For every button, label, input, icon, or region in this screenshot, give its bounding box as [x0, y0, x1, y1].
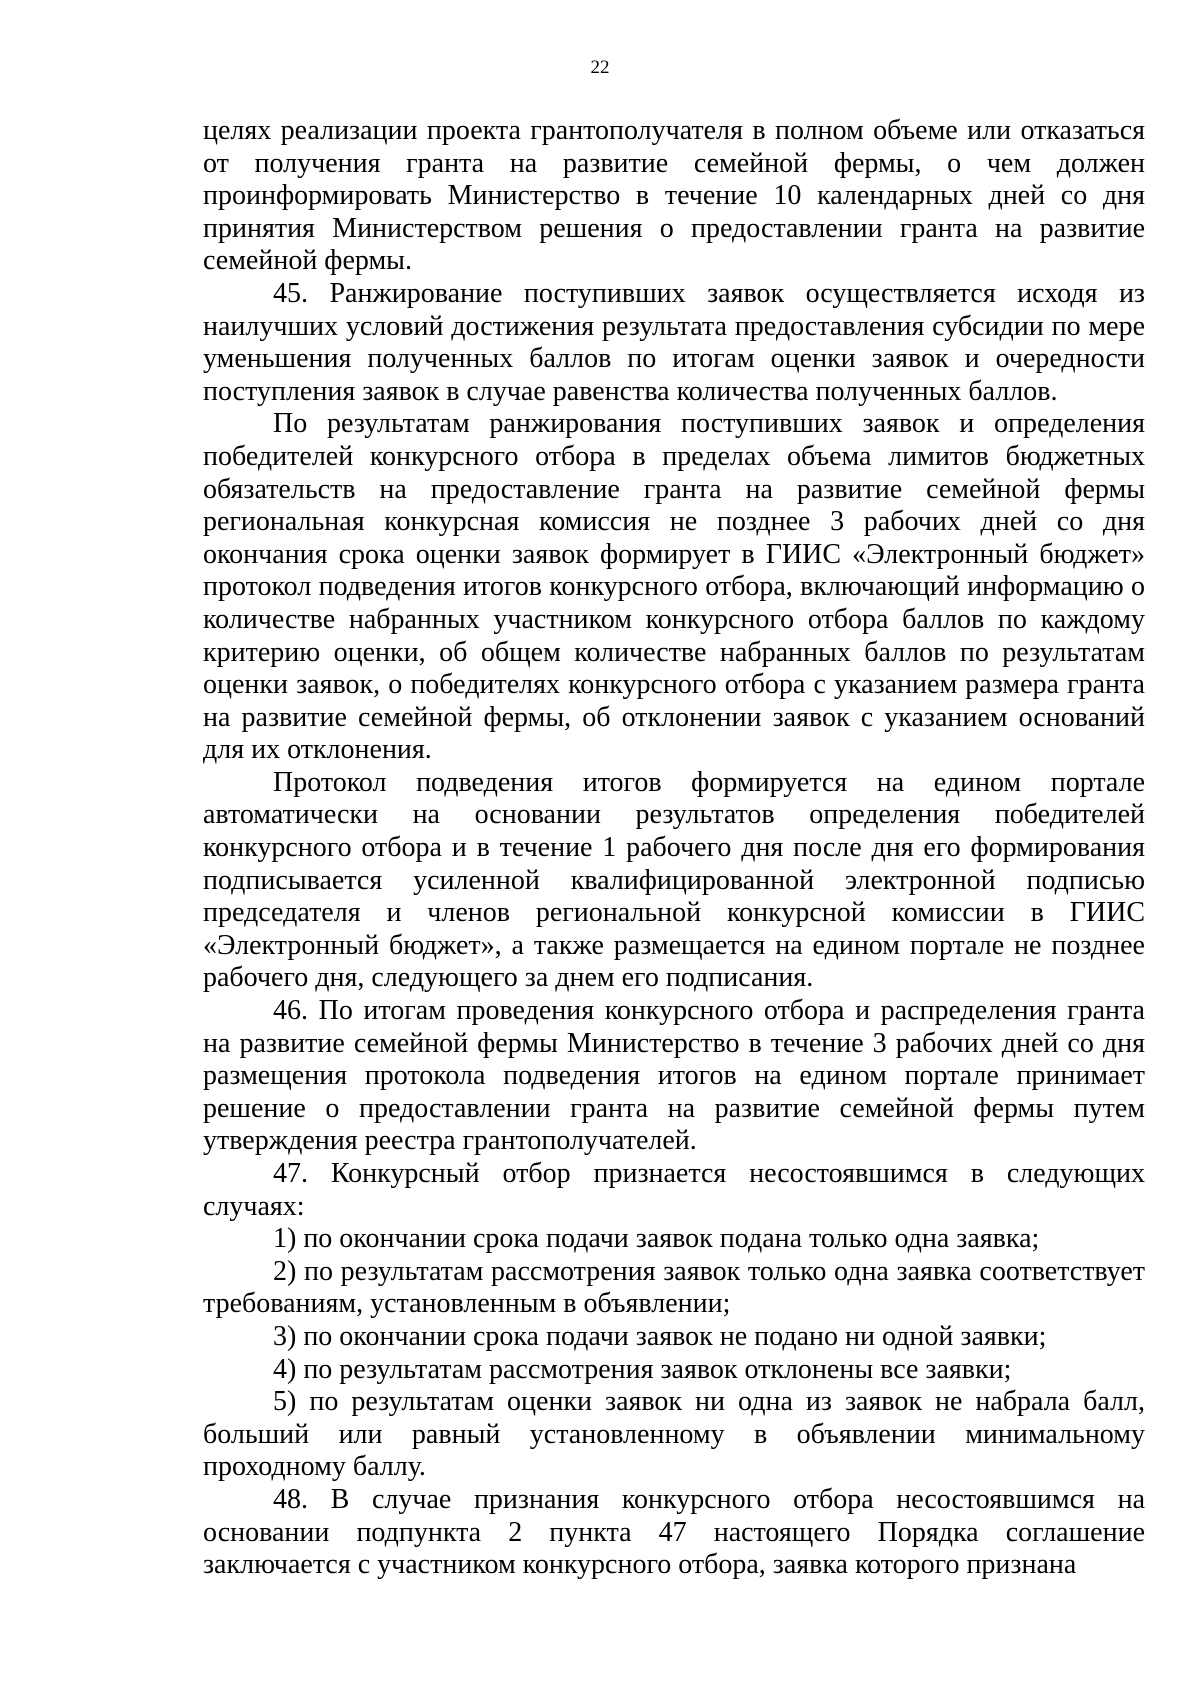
paragraph-protocol: Протокол подведения итогов формируется на едином портале автоматически на основании результатов определения победителей конкурсного отбора и в течение 1 рабочего дня после дня его формирования подписывается усиленной квалифицированной электронной подписью председателя и членов региональной конкурсной комиссии в ГИИС «Электронный бюджет», а также размещается на едином портале не позднее рабочего дня, следующего за днем его подписания.	[203, 766, 1145, 994]
paragraph-ranking-results: По результатам ранжирования поступивших заявок и определения победителей конкурсного отбора в пределах объема лимитов бюджетных обязательств на предоставление гранта на развитие семейной фермы региональная конкурсная комиссия не позднее 3 рабочих дней со дня окончания срока оценки заявок формирует в ГИИС «Электронный бюджет» протокол подведения итогов конкурсного отбора, включающий информацию о количестве набранных участником конкурсного отбора баллов по каждому критерию оценки, об общем количестве набранных баллов по результатам оценки заявок, о победителях конкурсного отбора с указанием размера гранта на развитие семейной фермы, об отклонении заявок с указанием оснований для их отклонения.	[203, 408, 1145, 766]
list-item-47-4: 4) по результатам рассмотрения заявок отклонены все заявки;	[273, 1353, 1012, 1385]
list-item-47-1: 1) по окончании срока подачи заявок подана только одна заявка;	[273, 1223, 1040, 1255]
list-item-47-5: 5) по результатам оценки заявок ни одна из заявок не набрала балл, больший или равный установленному в объявлении минимальному проходному баллу.	[203, 1386, 1145, 1483]
paragraph-48: 48. В случае признания конкурсного отбора несостоявшимся на основании подпункта 2 пункта 47 настоящего Порядка соглашение заключается с участником конкурсного отбора, заявка которого признана	[203, 1483, 1145, 1581]
page-number: 22	[590, 57, 610, 78]
list-item-47-3: 3) по окончании срока подачи заявок не подано ни одной заявки;	[273, 1320, 1047, 1352]
document-body	[203, 115, 1145, 1582]
paragraph-47: 47. Конкурсный отбор признается несостоявшимся в следующих случаях:	[203, 1158, 1145, 1222]
paragraph-45: 45. Ранжирование поступивших заявок осуществляется исходя из наилучших условий достижения результата предоставления субсидии по мере уменьшения полученных баллов по итогам оценки заявок и очередности поступления заявок в случае равенства количества полученных баллов.	[203, 277, 1145, 407]
paragraph-46: 46. По итогам проведения конкурсного отбора и распределения гранта на развитие семейной фермы Министерство в течение 3 рабочих дней со дня размещения протокола подведения итогов на едином портале принимает решение о предоставлении гранта на развитие семейной фермы путем утверждения реестра грантополучателей.	[203, 995, 1145, 1157]
paragraph-continuation: целях реализации проекта грантополучателя в полном объеме или отказаться от получения гранта на развитие семейной фермы, о чем должен проинформировать Министерство в течение 10 календарных дней со дня принятия Министерством решения о предоставлении гранта на развитие семейной фермы.	[203, 115, 1145, 277]
list-item-47-2: 2) по результатам рассмотрения заявок только одна заявка соответствует требованиям, установленным в объявлении;	[203, 1255, 1145, 1320]
